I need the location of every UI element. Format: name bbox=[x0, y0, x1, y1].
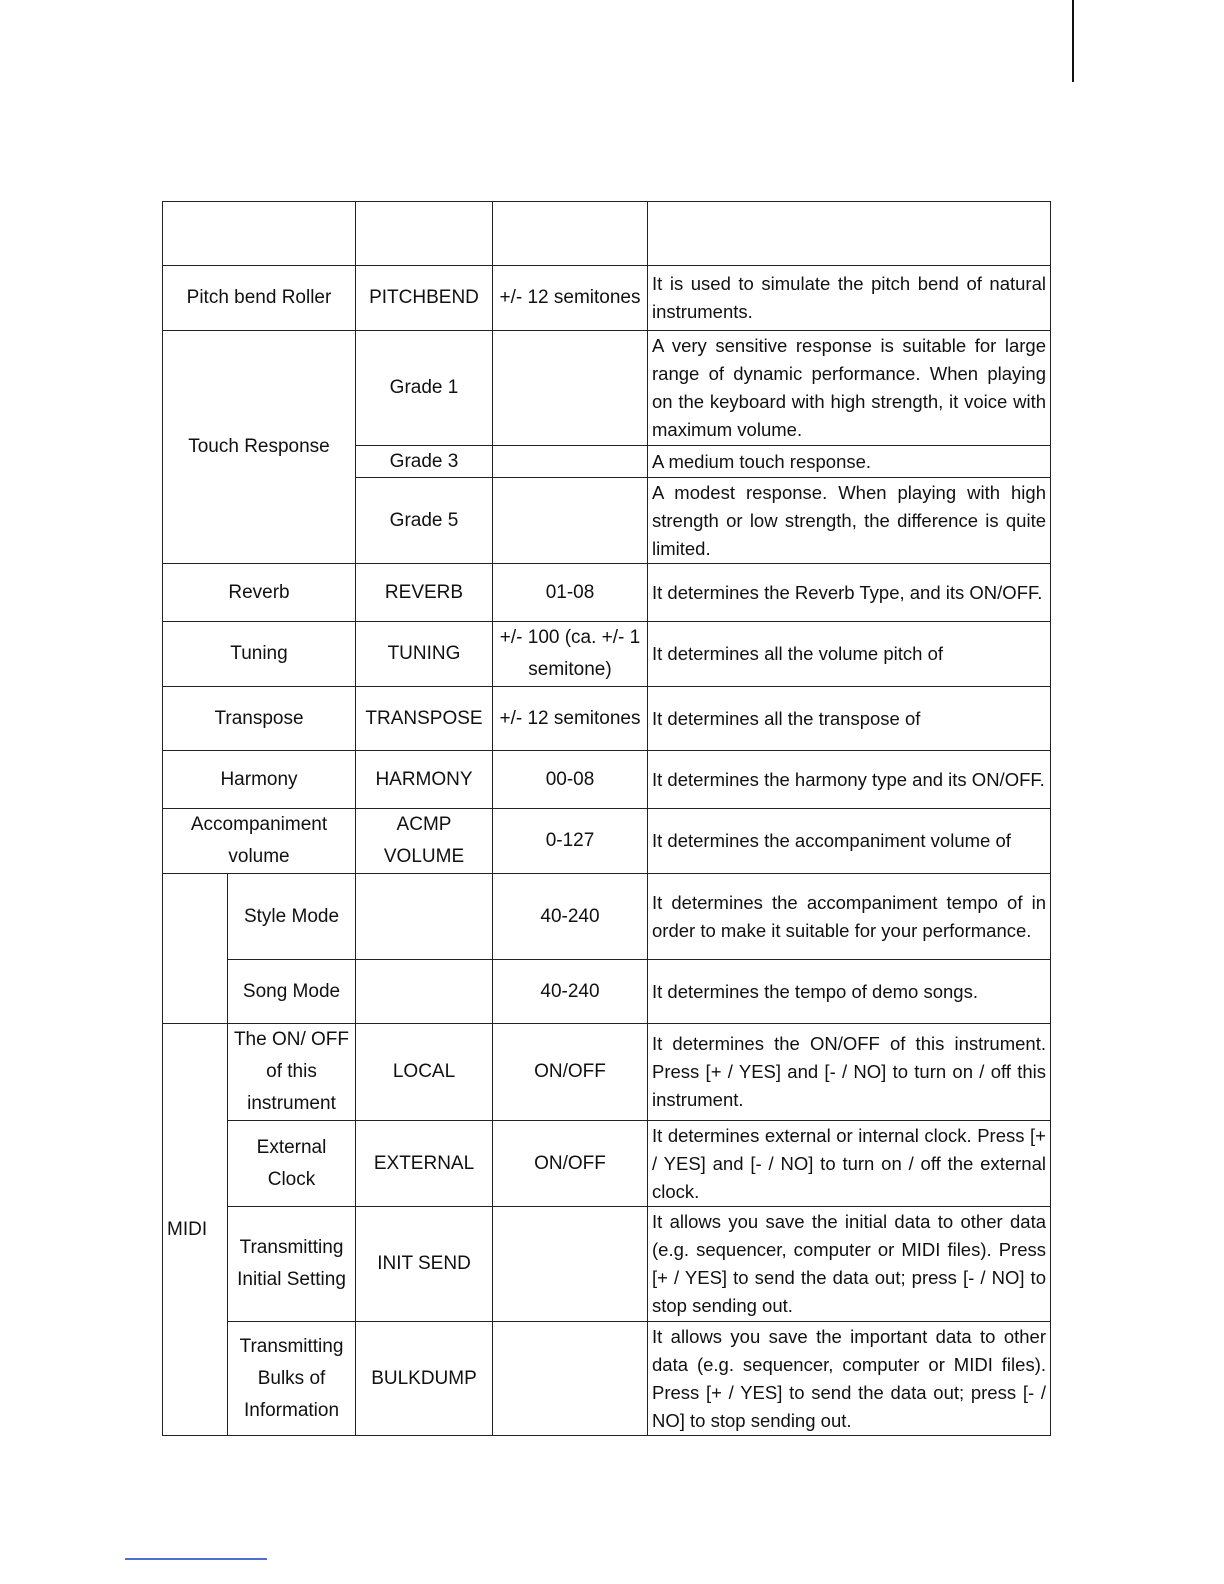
display-name bbox=[356, 874, 493, 960]
value-range: 0-127 bbox=[493, 809, 648, 874]
display-name: LOCAL bbox=[356, 1024, 493, 1121]
function-name: Song Mode bbox=[228, 960, 356, 1024]
description: It determines all the volume pitch of bbox=[648, 622, 1051, 687]
function-table bbox=[162, 201, 1051, 1436]
description-part: It determines the accompaniment tempo of bbox=[652, 891, 1023, 913]
header-cell-display bbox=[356, 202, 493, 266]
display-name: PITCHBEND bbox=[356, 266, 493, 331]
description: It determines external or internal clock. Press [+ / YES] and [- / NO] to turn on / off the external clock. bbox=[648, 1121, 1051, 1207]
function-name: Accompaniment volume bbox=[163, 809, 356, 874]
function-name: Transmitting Bulks of Information bbox=[228, 1322, 356, 1436]
table-row bbox=[163, 1024, 1051, 1121]
value-range bbox=[493, 1322, 648, 1436]
display-name: HARMONY bbox=[356, 751, 493, 809]
value-range: ON/OFF bbox=[493, 1024, 648, 1121]
function-name: Transmitting Initial Setting bbox=[228, 1207, 356, 1322]
display-name: Grade 5 bbox=[356, 478, 493, 564]
value-range bbox=[493, 331, 648, 446]
value-range: ON/OFF bbox=[493, 1121, 648, 1207]
table-row bbox=[163, 266, 1051, 331]
display-name: BULKDUMP bbox=[356, 1322, 493, 1436]
display-name: ACMP VOLUME bbox=[356, 809, 493, 874]
table-row bbox=[163, 1121, 1051, 1207]
function-name: Touch Response bbox=[163, 331, 356, 564]
page-edge-rule bbox=[1072, 0, 1074, 82]
description: It allows you save the initial data to other data (e.g. sequencer, computer or MIDI files). Press [+ / YES] to send the data out; press [- / NO] to stop sending out. bbox=[648, 1207, 1051, 1322]
value-range: 40-240 bbox=[493, 960, 648, 1024]
table-row bbox=[163, 564, 1051, 622]
function-name: External Clock bbox=[228, 1121, 356, 1207]
description: A modest response. When playing with high strength or low strength, the difference is quite limited. bbox=[648, 478, 1051, 564]
description: It determines the Reverb Type, and its ON/OFF. bbox=[648, 564, 1051, 622]
table-row bbox=[163, 809, 1051, 874]
table-row bbox=[163, 687, 1051, 751]
table-row bbox=[163, 331, 1051, 446]
function-name: Harmony bbox=[163, 751, 356, 809]
description: It determines the harmony type and its ON/OFF. bbox=[648, 751, 1051, 809]
value-range bbox=[493, 1207, 648, 1322]
description: A very sensitive response is suitable for large range of dynamic performance. When playing on the keyboard with high strength, it voice with maximum volume. bbox=[648, 331, 1051, 446]
display-name: TUNING bbox=[356, 622, 493, 687]
table-row bbox=[163, 622, 1051, 687]
function-name: Reverb bbox=[163, 564, 356, 622]
description: It determines all the transpose of bbox=[648, 687, 1051, 751]
description bbox=[648, 874, 1051, 960]
function-name: Style Mode bbox=[228, 874, 356, 960]
description-part: in order to make it suitable for your performance. bbox=[652, 891, 1046, 941]
display-name: TRANSPOSE bbox=[356, 687, 493, 751]
display-name: EXTERNAL bbox=[356, 1121, 493, 1207]
description: A medium touch response. bbox=[648, 446, 1051, 478]
table-row bbox=[163, 960, 1051, 1024]
header-cell-function bbox=[163, 202, 356, 266]
header-cell-range bbox=[493, 202, 648, 266]
display-name: REVERB bbox=[356, 564, 493, 622]
table-row bbox=[163, 1322, 1051, 1436]
description: It is used to simulate the pitch bend of natural instruments. bbox=[648, 266, 1051, 331]
function-name: The ON/ OFF of this instrument bbox=[228, 1024, 356, 1121]
value-range: +/- 12 semitones bbox=[493, 687, 648, 751]
display-name: INIT SEND bbox=[356, 1207, 493, 1322]
description: It determines the ON/OFF of this instrument. Press [+ / YES] and [- / NO] to turn on / off this instrument. bbox=[648, 1024, 1051, 1121]
function-name: Tuning bbox=[163, 622, 356, 687]
group-label-midi: MIDI bbox=[163, 1024, 228, 1436]
description: It determines the tempo of demo songs. bbox=[648, 960, 1051, 1024]
value-range: +/- 100 (ca. +/- 1 semitone) bbox=[493, 622, 648, 687]
footer-link-underline bbox=[125, 1558, 267, 1560]
function-name: Transpose bbox=[163, 687, 356, 751]
description: It determines the accompaniment volume of bbox=[648, 809, 1051, 874]
display-name: Grade 1 bbox=[356, 331, 493, 446]
value-range: 40-240 bbox=[493, 874, 648, 960]
display-name bbox=[356, 960, 493, 1024]
function-name: Pitch bend Roller bbox=[163, 266, 356, 331]
table-row bbox=[163, 751, 1051, 809]
value-range bbox=[493, 478, 648, 564]
table-row bbox=[163, 874, 1051, 960]
value-range: 00-08 bbox=[493, 751, 648, 809]
value-range: +/- 12 semitones bbox=[493, 266, 648, 331]
header-cell-description bbox=[648, 202, 1051, 266]
value-range bbox=[493, 446, 648, 478]
display-name: Grade 3 bbox=[356, 446, 493, 478]
header-row bbox=[163, 202, 1051, 266]
value-range: 01-08 bbox=[493, 564, 648, 622]
group-label-tempo bbox=[163, 874, 228, 1024]
description: It allows you save the important data to other data (e.g. sequencer, computer or MIDI files). Press [+ / YES] to send the data out; press [- / NO] to stop sending out. bbox=[648, 1322, 1051, 1436]
table-row bbox=[163, 1207, 1051, 1322]
